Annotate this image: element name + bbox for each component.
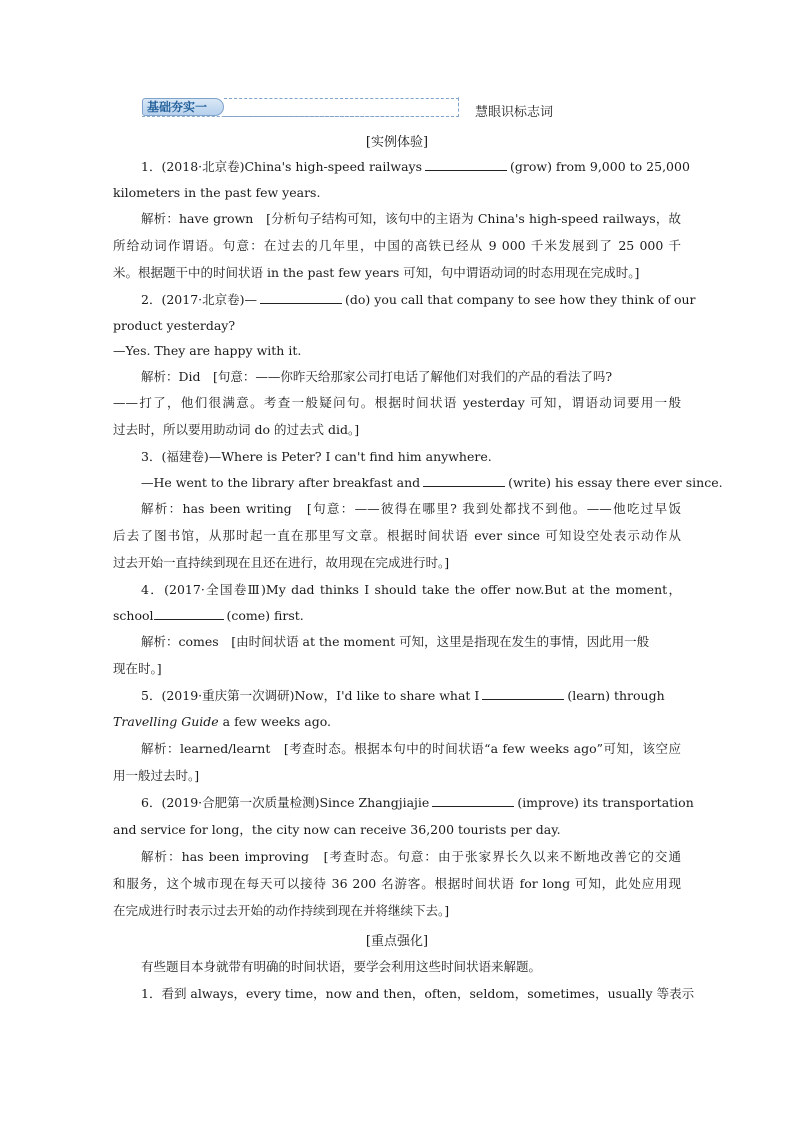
header-tag: 基础夯实一 bbox=[142, 98, 224, 116]
q5-answer-1: 解析：learned/learnt [考查时态。根据本句中的时间状语“a few weeks ago”可知，该空应 bbox=[141, 741, 681, 756]
section-title-examples: [实例体验] bbox=[365, 135, 429, 150]
q3-line2: —He went to the library after breakfast and (write) his essay there ever since. bbox=[141, 475, 723, 490]
answer-blank bbox=[425, 158, 507, 171]
q2-line2: product yesterday? bbox=[113, 318, 236, 333]
q2-answer-2: ——打了，他们很满意。考查一般疑问句。根据时间状语 yesterday 可知，谓语动词要用一般 bbox=[113, 395, 681, 410]
q2-line1: 2．(2017·北京卷)— (do) you call that company to see how they think of our bbox=[141, 292, 696, 307]
q4-line2: school (come) first. bbox=[113, 608, 304, 623]
q6-line2: and service for long，the city now can receive 36,200 tourists per day. bbox=[113, 822, 561, 837]
answer-blank bbox=[482, 687, 564, 700]
answer-blank bbox=[423, 474, 505, 487]
answer-blank bbox=[154, 607, 224, 620]
q4-answer-1: 解析：comes [由时间状语 at the moment 可知，这里是指现在发生的事情，因此用一般 bbox=[141, 634, 650, 649]
q4-line1: 4．(2017·全国卷Ⅲ)My dad thinks I should take the offer now.But at the moment， bbox=[141, 582, 681, 597]
q1-answer-3: 米。根据题干中的时间状语 in the past few years 可知，句中谓语动词的时态用现在完成时。] bbox=[113, 265, 640, 280]
q2-line3: —Yes. They are happy with it. bbox=[113, 343, 302, 358]
answer-blank bbox=[260, 291, 342, 304]
q1-answer-2: 所给动词作谓语。句意：在过去的几年里，中国的高铁已经从 9 000 千米发展到了 25 000 千 bbox=[113, 238, 681, 253]
q5-answer-2: 用一般过去时。] bbox=[113, 768, 200, 783]
q1-line1: 1．(2018·北京卷)China's high-speed railways (grow) from 9,000 to 25,000 bbox=[141, 159, 690, 174]
q3-answer-1: 解析：has been writing [句意：——彼得在哪里? 我到处都找不到他。——他吃过早饭 bbox=[141, 501, 681, 516]
focus-paragraph-2: 1．看到 always，every time，now and then，often，seldom，sometimes，usually 等表示 bbox=[141, 986, 695, 1001]
header-tag-frame bbox=[142, 97, 459, 117]
focus-paragraph-1: 有些题目本身就带有明确的时间状语，要学会利用这些时间状语来解题。 bbox=[141, 959, 542, 974]
q3-line1: 3．(福建卷)—Where is Peter? I can't find him anywhere. bbox=[141, 449, 492, 464]
q6-line1: 6．(2019·合肥第一次质量检测)Since Zhangjiajie (improve) its transportation bbox=[141, 795, 694, 810]
q3-answer-3: 过去开始一直持续到现在且还在进行，故用现在完成进行时。] bbox=[113, 555, 450, 570]
header-title: 慧眼识标志词 bbox=[475, 105, 554, 120]
q4-answer-2: 现在时。] bbox=[113, 661, 162, 676]
header-dashed-line bbox=[224, 98, 459, 117]
q5-line2: Travelling Guide a few weeks ago. bbox=[113, 714, 331, 729]
q5-line1: 5．(2019·重庆第一次调研)Now，I'd like to share what I (learn) through bbox=[141, 688, 665, 703]
answer-blank bbox=[432, 794, 514, 807]
q1-answer-1: 解析：have grown [分析句子结构可知，该句中的主语为 China's high-speed railways，故 bbox=[141, 211, 681, 226]
q6-answer-3: 在完成进行时表示过去开始的动作持续到现在并将继续下去。] bbox=[113, 903, 450, 918]
q2-answer-1: 解析：Did [句意：——你昨天给那家公司打电话了解他们对我们的产品的看法了吗? bbox=[141, 369, 613, 384]
section-header bbox=[140, 95, 585, 121]
q3-answer-2: 后去了图书馆，从那时起一直在那里写文章。根据时间状语 ever since 可知设空处表示动作从 bbox=[113, 528, 681, 543]
q6-answer-2: 和服务，这个城市现在每天可以接待 36 200 名游客。根据时间状语 for long 可知，此处应用现 bbox=[113, 876, 681, 891]
q2-answer-3: 过去时，所以要用助动词 do 的过去式 did。] bbox=[113, 422, 360, 437]
section-title-focus: [重点强化] bbox=[365, 934, 429, 949]
q6-answer-1: 解析：has been improving [考查时态。句意：由于张家界长久以来不断地改善它的交通 bbox=[141, 849, 681, 864]
q1-line2: kilometers in the past few years. bbox=[113, 185, 321, 200]
